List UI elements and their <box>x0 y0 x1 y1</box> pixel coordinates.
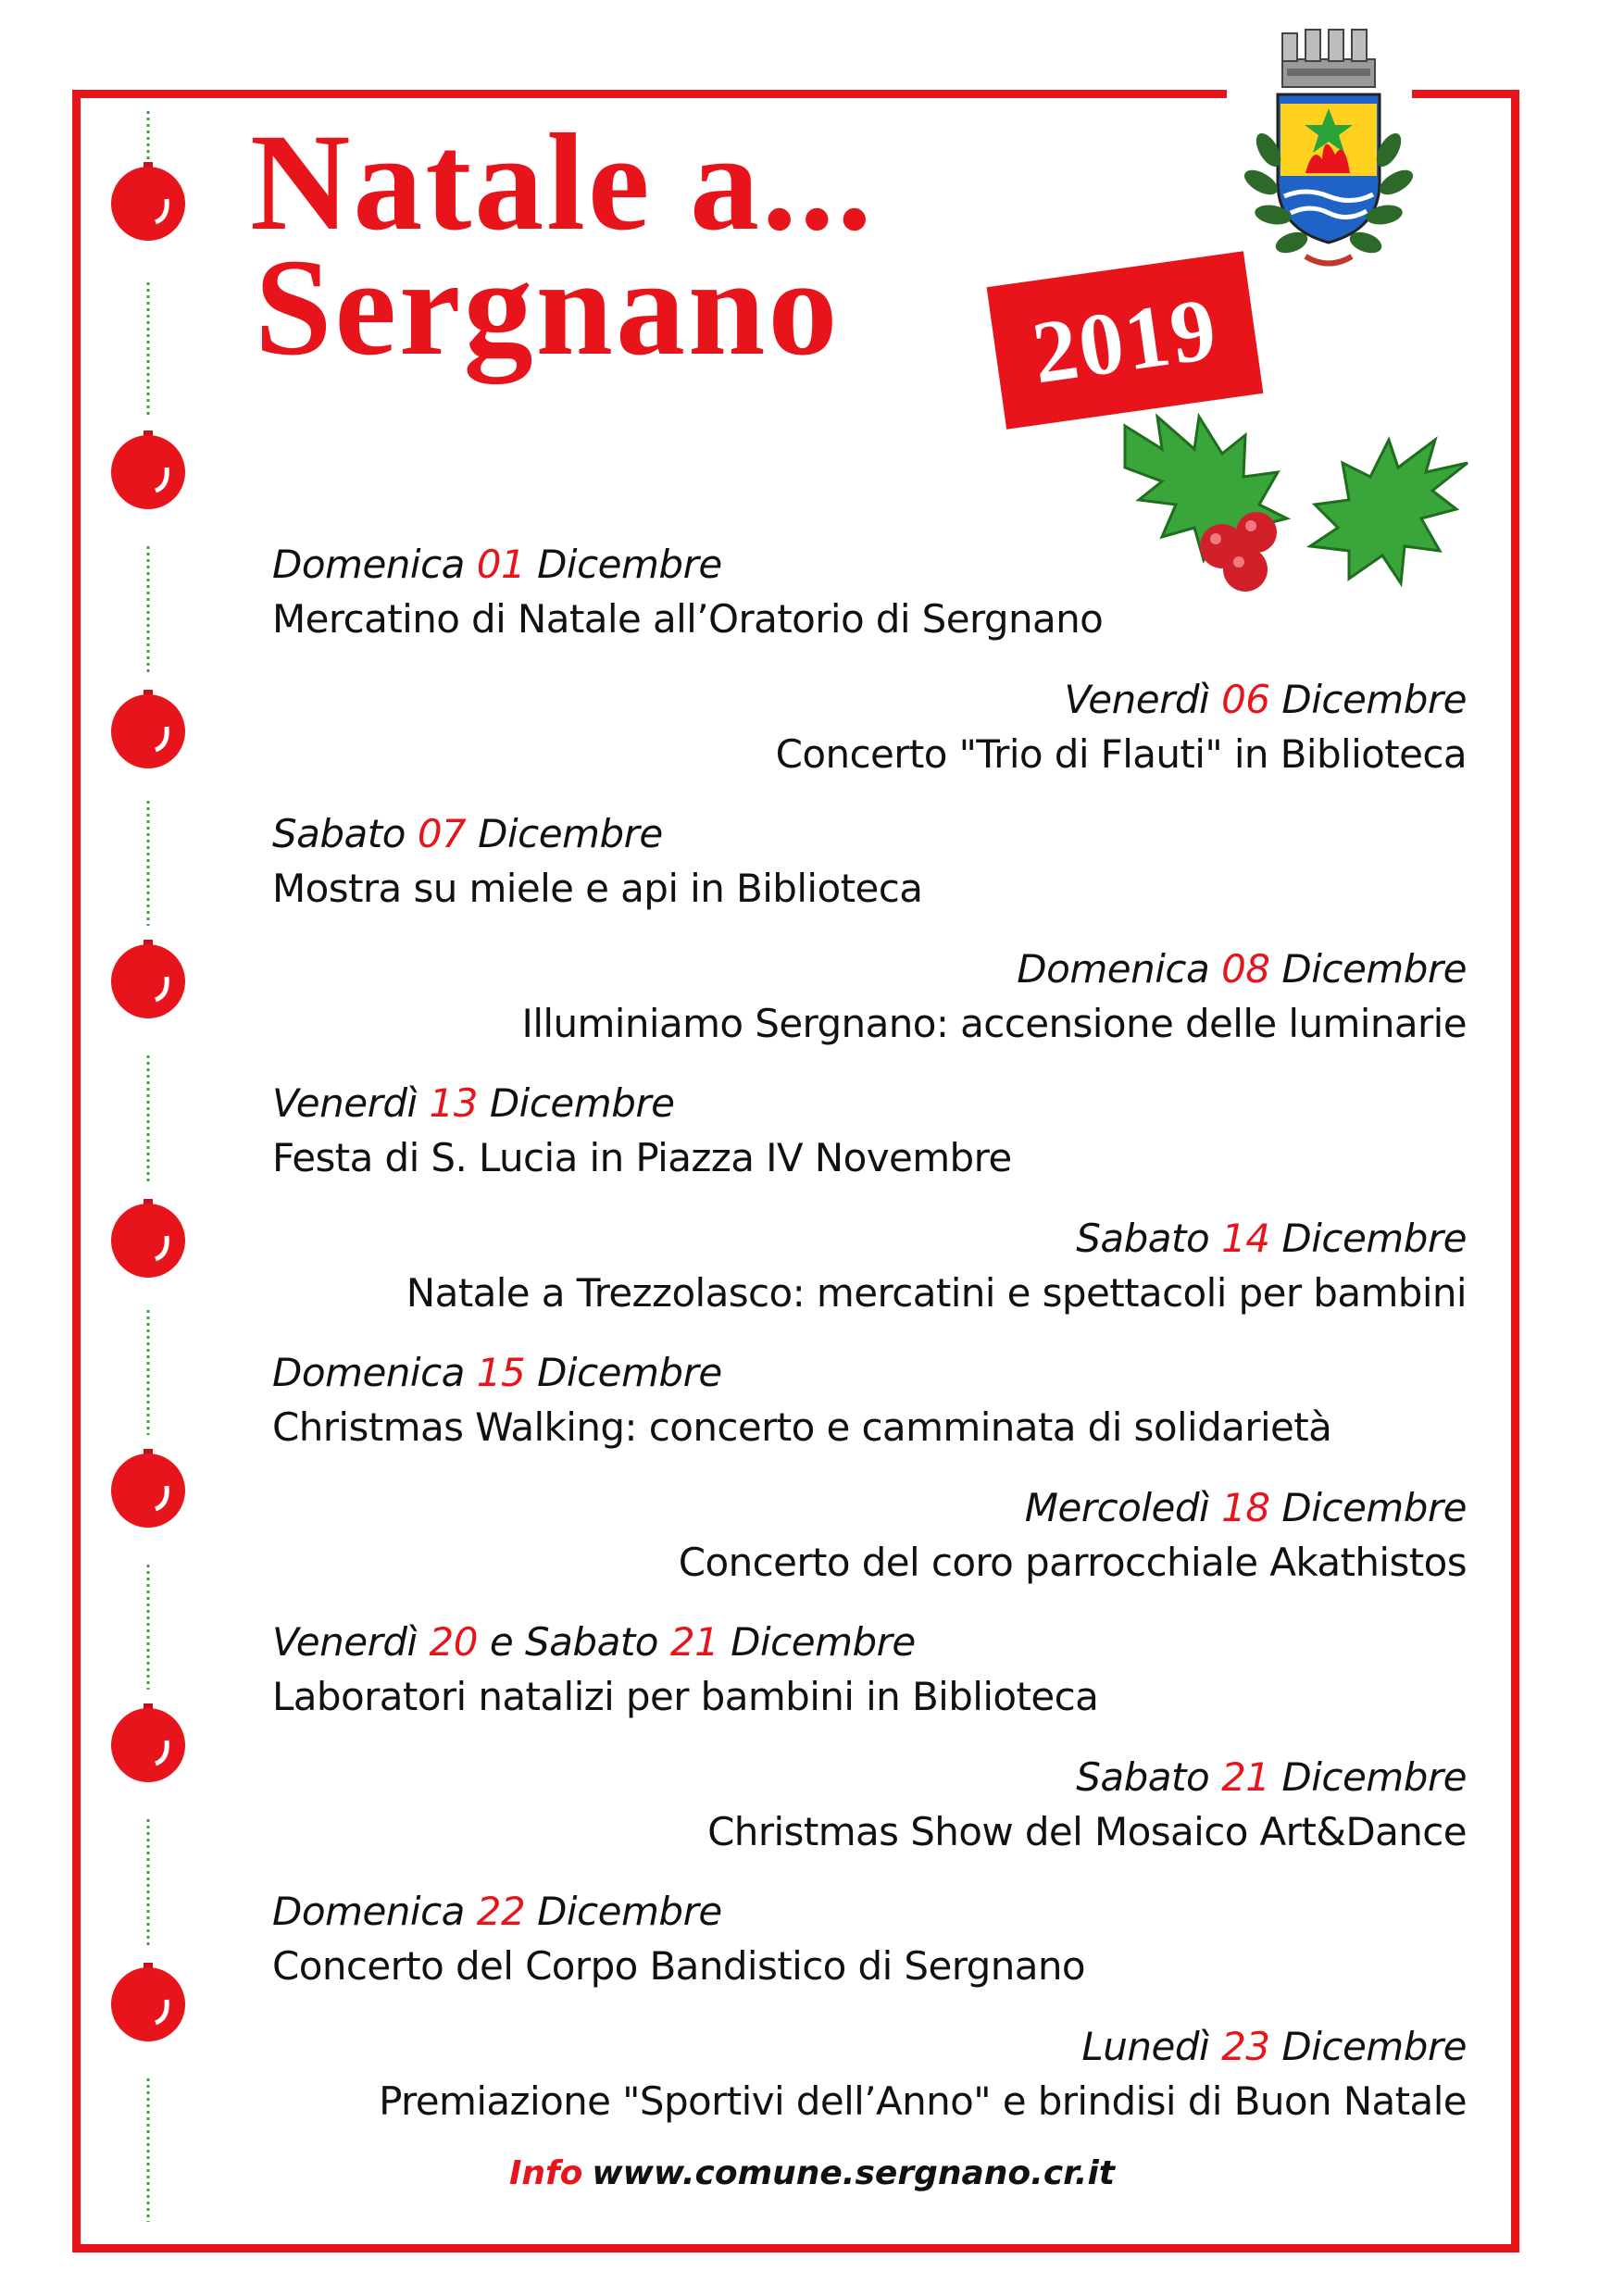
event-description: Mercatino di Natale all’Oratorio di Sergnano <box>272 596 1104 642</box>
event-item <box>272 1347 1467 1482</box>
ornament-balls <box>102 111 194 2222</box>
event-date: Venerdì 13 Dicembre <box>272 1080 675 1126</box>
event-description: Laboratori natalizi per bambini in Biblioteca <box>272 1674 1099 1719</box>
event-description: Natale a Trezzolasco: mercatini e spettacoli per bambini <box>406 1269 1467 1316</box>
event-description: Concerto del coro parrocchiale Akathistos <box>678 1539 1467 1585</box>
event-description: Concerto del Corpo Bandistico di Sergnano <box>272 1943 1085 1989</box>
info-footer <box>0 2154 1624 2192</box>
event-description: Christmas Show del Mosaico Art&Dance <box>707 1808 1467 1854</box>
poster-title <box>250 106 875 384</box>
title-line-1: Natale a... <box>250 106 875 259</box>
ornament-icon <box>111 162 185 241</box>
event-date: Venerdì 06 Dicembre <box>1064 676 1467 722</box>
ornament-icon <box>111 430 185 509</box>
event-date: Domenica 01 Dicembre <box>272 542 722 587</box>
ornament-icon <box>111 1703 185 1782</box>
ornament-icon <box>111 1449 185 1528</box>
event-item <box>272 1213 1467 1348</box>
event-description: Christmas Walking: concerto e camminata di solidarietà <box>272 1404 1332 1450</box>
event-item <box>272 674 1467 809</box>
event-item <box>272 1752 1467 1887</box>
crest-crown <box>1282 30 1375 87</box>
event-item <box>272 943 1467 1079</box>
event-date: Sabato 07 Dicembre <box>272 811 663 856</box>
event-date: Domenica 15 Dicembre <box>272 1350 722 1395</box>
event-description: Premiazione "Sportivi dell’Anno" e brindisi di Buon Natale <box>379 2078 1467 2124</box>
info-label: Info <box>508 2154 583 2192</box>
ornament-icon <box>111 690 185 768</box>
info-url[interactable]: www.comune.sergnano.cr.it <box>592 2154 1115 2192</box>
municipal-crest-icon <box>1231 20 1426 280</box>
title-line-2: Sergnano <box>255 231 841 384</box>
event-description: Festa di S. Lucia in Piazza IV Novembre <box>272 1135 1012 1180</box>
event-description: Mostra su miele e api in Biblioteca <box>272 866 923 911</box>
event-item <box>272 1886 1467 2021</box>
event-date: Domenica 08 Dicembre <box>1017 945 1467 992</box>
year-label: 2019 <box>1026 278 1224 403</box>
event-description: Concerto "Trio di Flauti" in Biblioteca <box>775 730 1467 777</box>
event-item <box>272 539 1467 674</box>
event-date: Domenica 22 Dicembre <box>272 1889 722 1934</box>
event-date: Sabato 21 Dicembre <box>1076 1753 1467 1800</box>
event-date: Sabato 14 Dicembre <box>1076 1215 1467 1261</box>
event-item <box>272 2021 1467 2156</box>
event-item <box>272 1078 1467 1213</box>
event-date: Mercoledì 18 Dicembre <box>1024 1484 1467 1530</box>
ornament-icon <box>111 1199 185 1278</box>
event-item <box>272 1482 1467 1617</box>
event-item <box>272 1616 1467 1752</box>
event-date: Venerdì 20 e Sabato 21 Dicembre <box>272 1619 916 1665</box>
event-description: Illuminiamo Sergnano: accensione delle luminarie <box>521 1000 1467 1046</box>
ornament-icon <box>111 940 185 1018</box>
event-item <box>272 808 1467 943</box>
events-list <box>272 539 1467 2155</box>
event-date: Lunedì 23 Dicembre <box>1081 2023 1467 2069</box>
ornament-icon <box>111 1963 185 2041</box>
